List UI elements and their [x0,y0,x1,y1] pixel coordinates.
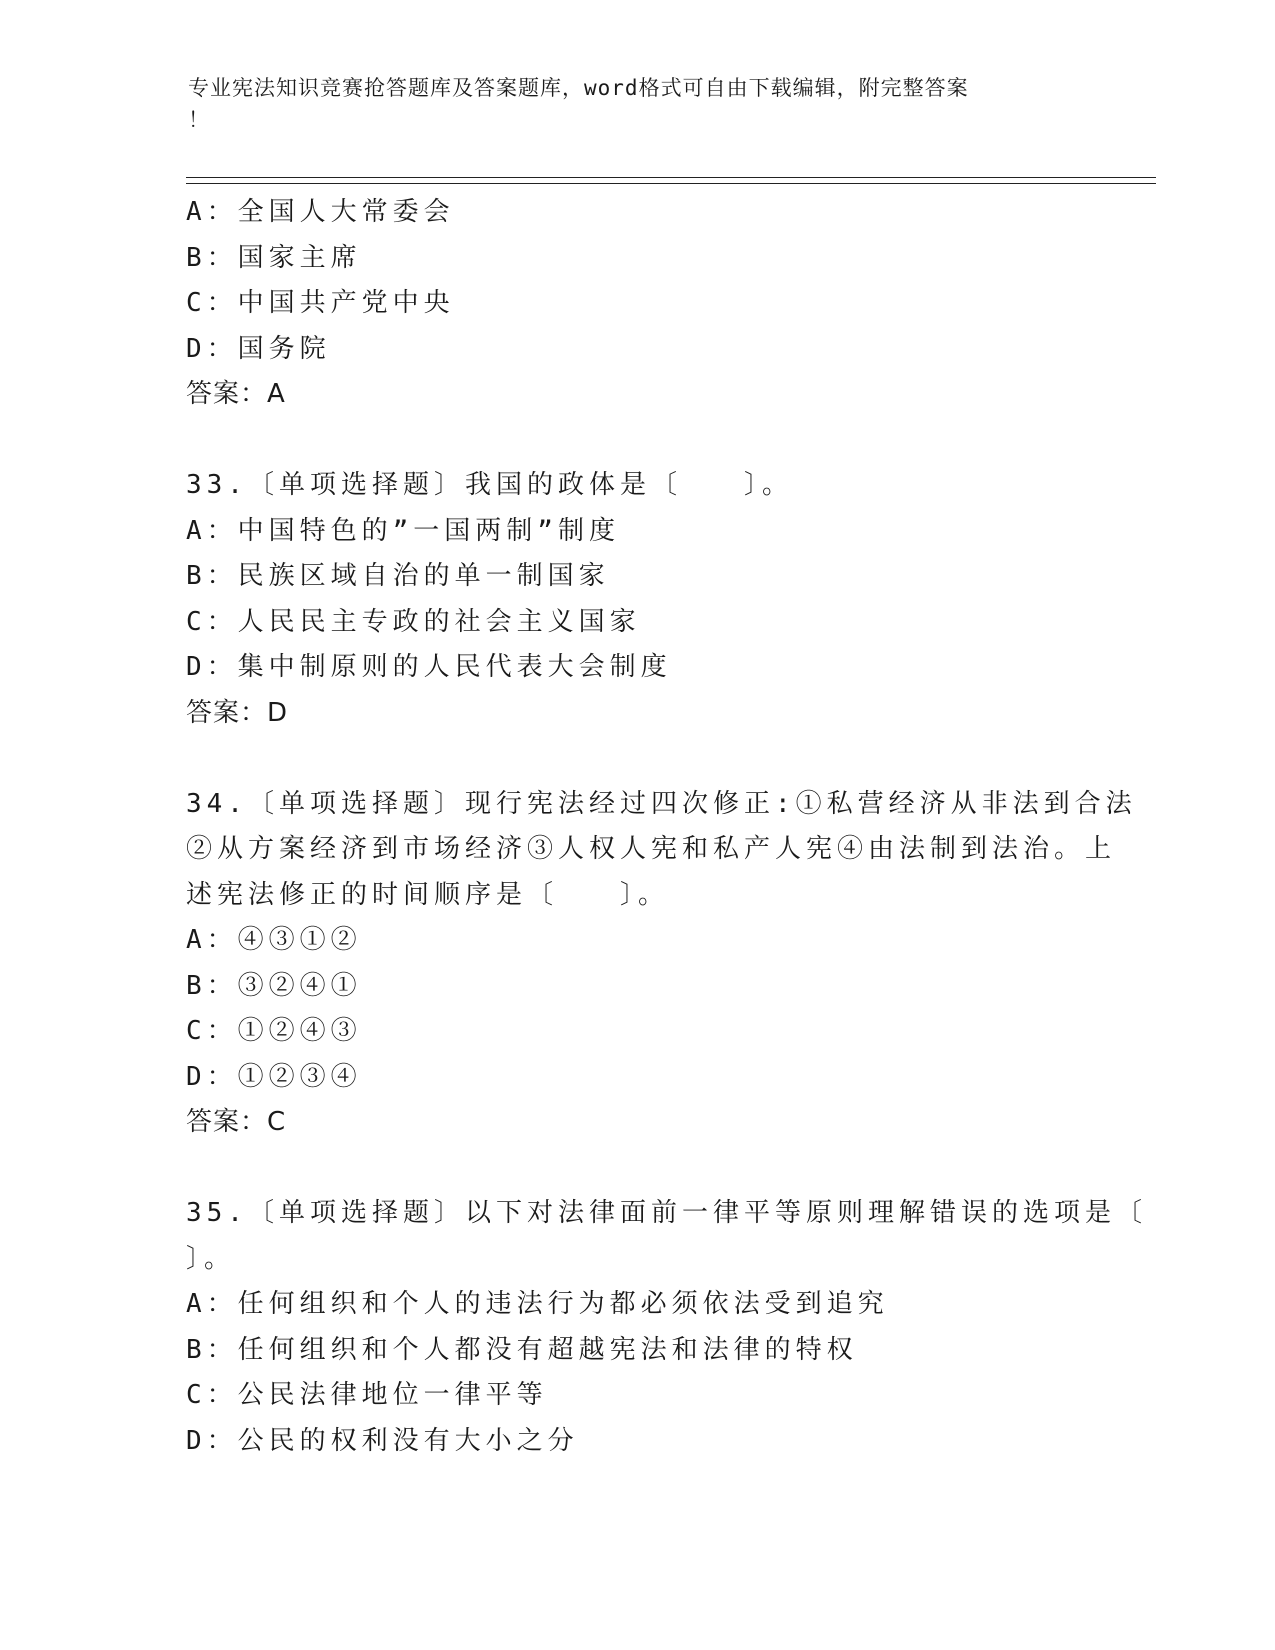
header-line-1: 专业宪法知识竞赛抢答题库及答案题库，word格式可自由下载编辑，附完整答案 [188,76,969,100]
spacer [186,418,1086,464]
option-c: C：中国共产党中央 [186,288,455,318]
document-header [188,72,1068,136]
option-a: A：全国人大常委会 [186,197,455,227]
question-block-34 [186,782,1137,1146]
answer: 答案：A [186,379,286,409]
option-c: C：公民法律地位一律平等 [186,1380,548,1410]
option-b: B：任何组织和个人都没有超越宪法和法律的特权 [186,1334,858,1365]
option-d: D：国务院 [186,333,331,364]
question-block-33 [186,463,1086,736]
option-d: D：集中制原则的人民代表大会制度 [186,652,672,682]
question-stem-line-2: ②从方案经济到市场经济③人权人宪和私产人宪④由法制到法治。上 [186,834,1117,864]
option-b: B：民族区域自治的单一制国家 [186,561,610,591]
question-list [186,190,1147,1464]
option-c: C：①②④③ [186,1016,362,1046]
option-b: B：③②④① [186,970,362,1001]
header-line-2: ！ [188,108,210,132]
option-b: B：国家主席 [186,242,362,273]
question-stem-line-1: 35.〔单项选择题〕以下对法律面前一律平等原则理解错误的选项是〔 [186,1198,1147,1228]
header-divider-bottom [186,183,1156,184]
spacer [186,1146,1086,1192]
question-block-32 [186,190,1086,418]
option-d: D：①②③④ [186,1061,362,1092]
option-d: D：公民的权利没有大小之分 [186,1425,579,1456]
question-stem: 33.〔单项选择题〕我国的政体是〔 〕。 [186,470,793,500]
question-stem-line-3: 述宪法修正的时间顺序是〔 〕。 [186,879,670,910]
header-divider-top [186,177,1156,178]
option-a: A：④③①② [186,925,362,955]
spacer [186,736,1086,782]
answer: 答案：C [186,1107,287,1137]
question-stem-line-1: 34.〔单项选择题〕现行宪法经过四次修正:①私营经济从非法到合法 [186,788,1137,819]
question-block-35 [186,1191,1147,1464]
question-stem-line-2: 〕。 [186,1243,236,1274]
answer: 答案：D [186,697,289,728]
option-a: A：任何组织和个人的违法行为都必须依法受到追究 [186,1289,889,1319]
option-a: A：中国特色的”一国两制”制度 [186,515,620,546]
option-c: C：人民民主专政的社会主义国家 [186,606,641,637]
